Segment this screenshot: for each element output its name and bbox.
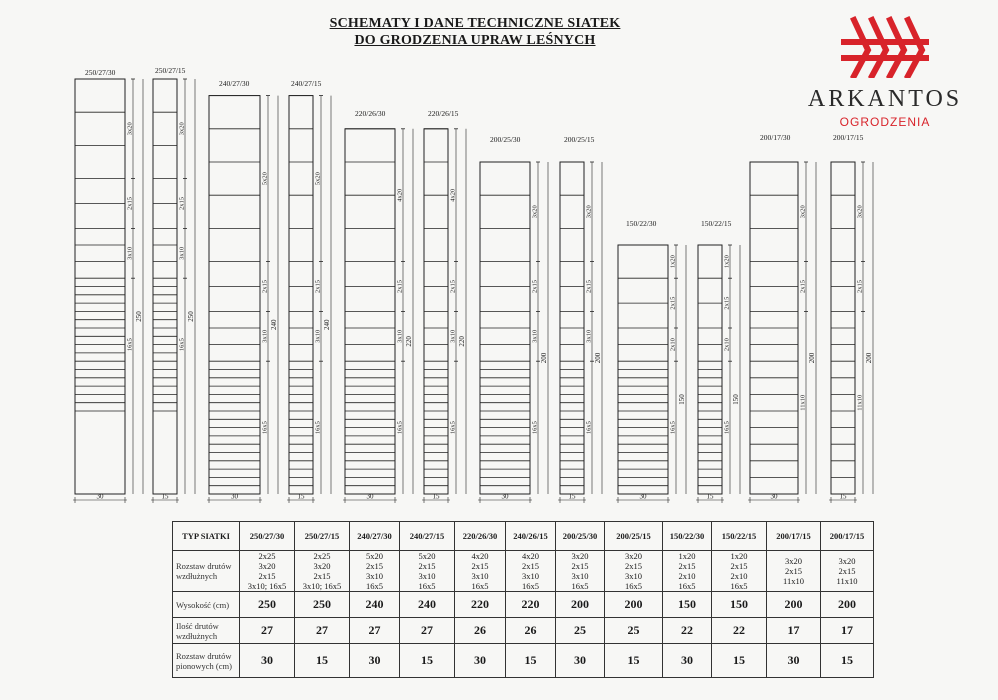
spacing-line: 1x20: [730, 551, 748, 561]
segment-label: 3x10: [396, 329, 404, 343]
diagram-label: 220/26/15: [428, 109, 459, 118]
width-label: 30: [501, 492, 509, 501]
segment-label: 1x20: [723, 255, 731, 269]
spacing-line: 2x25: [258, 551, 276, 561]
spacing-cell: [605, 551, 663, 592]
height-label: 150: [732, 394, 740, 405]
spacing-line: 2x10: [730, 571, 748, 581]
type-col-6: 200/25/30: [556, 522, 605, 551]
segment-label: 2x15: [449, 280, 457, 293]
segment-label: 16x5: [261, 421, 269, 435]
height-label: 200: [540, 352, 548, 364]
width-label: 30: [231, 492, 238, 501]
diagram-label: 150/22/15: [701, 219, 732, 228]
segment-label: 3x10: [449, 329, 457, 343]
height-label: 240: [323, 319, 331, 331]
segment-label: 16x5: [126, 338, 134, 352]
width-label: 15: [161, 492, 169, 501]
vertical-cell: 15: [712, 644, 767, 678]
segment-label: 2x15: [126, 197, 134, 210]
count-cell: 27: [350, 618, 400, 644]
type-col-10: 200/17/15: [767, 522, 821, 551]
spacing-cell: [240, 551, 295, 592]
spacing-cell: [712, 551, 767, 592]
width-label: 30: [366, 492, 374, 501]
brand-name: ARKANTOS: [807, 86, 963, 112]
spacing-line: 16x5: [471, 581, 489, 591]
diagram-label: 200/17/15: [833, 133, 864, 142]
type-col-7: 200/25/15: [605, 522, 663, 551]
diagram-label: 200/25/30: [490, 135, 521, 144]
spacing-line: 4x20: [522, 551, 539, 561]
spacing-line: 5x20: [418, 551, 436, 561]
segment-label: 1x20: [669, 255, 677, 269]
width-label: 30: [639, 492, 647, 501]
count-cell: 22: [663, 618, 712, 644]
vertical-cell: 30: [455, 644, 506, 678]
width-label: 15: [432, 492, 440, 501]
spacing-line: 3x10: [366, 571, 383, 581]
spacing-line: 2x25: [313, 551, 331, 561]
segment-label: 2x10: [669, 338, 677, 352]
segment-label: 2x15: [723, 296, 731, 310]
spacing-line: 3x10; 16x5: [302, 581, 342, 591]
height-cell: 220: [455, 592, 506, 618]
spacing-line: 2x15: [418, 561, 436, 571]
height-label: 220: [458, 336, 466, 347]
spacing-line: 3x20: [313, 561, 331, 571]
segment-label: 16x5: [396, 421, 404, 435]
row-label-count: Ilość drutów wzdłużnych: [173, 618, 240, 644]
spacing-cell: [821, 551, 874, 592]
spacing-cell: [400, 551, 455, 592]
vertical-cell: 30: [240, 644, 295, 678]
height-cell: 240: [400, 592, 455, 618]
segment-label: 3x10: [178, 246, 186, 260]
spacing-line: 16x5: [418, 581, 436, 591]
segment-label: 11x10: [856, 394, 864, 411]
segment-label: 2x15: [261, 280, 269, 293]
spacing-line: 16x5: [678, 581, 696, 591]
spacing-line: 1x20: [678, 551, 696, 561]
count-cell: 17: [821, 618, 874, 644]
height-cell: 250: [295, 592, 350, 618]
spacing-cell: [556, 551, 605, 592]
spacing-line: 2x15: [313, 571, 331, 581]
type-col-11: 200/17/15: [821, 522, 874, 551]
spacing-line: 3x20: [785, 556, 802, 566]
height-label: 200: [594, 352, 602, 364]
height-label: 150: [678, 394, 686, 405]
segment-label: 16x5: [585, 421, 593, 435]
segment-label: 2x15: [799, 280, 807, 293]
type-col-4: 220/26/30: [455, 522, 506, 551]
segment-label: 16x5: [314, 421, 322, 435]
spacing-line: 2x15: [366, 561, 383, 571]
count-cell: 25: [605, 618, 663, 644]
fence-frame: [209, 96, 260, 494]
segment-label: 11x10: [799, 394, 807, 411]
diagram-label: 250/27/30: [85, 68, 116, 77]
segment-label: 16x5: [178, 338, 186, 352]
spacing-line: 2x15: [258, 571, 276, 581]
segment-label: 2x15: [178, 197, 186, 210]
spacing-line: 3x10: [571, 571, 589, 581]
height-cell: 200: [605, 592, 663, 618]
count-cell: 27: [400, 618, 455, 644]
type-col-0: 250/27/30: [240, 522, 295, 551]
width-label: 15: [297, 492, 305, 501]
type-col-8: 150/22/30: [663, 522, 712, 551]
type-col-9: 150/22/15: [712, 522, 767, 551]
vertical-cell: 15: [400, 644, 455, 678]
spacing-line: 2x15: [785, 566, 802, 576]
spec-table: [172, 521, 874, 678]
height-label: 250: [187, 311, 195, 322]
height-label: 200: [865, 352, 873, 364]
spacing-line: 2x10: [678, 571, 696, 581]
spacing-line: 5x20: [366, 551, 383, 561]
spacing-line: 3x10: [625, 571, 642, 581]
spacing-line: 3x10: [418, 571, 436, 581]
segment-label: 3x10: [126, 246, 134, 260]
segment-label: 2x15: [585, 280, 593, 293]
vertical-cell: 30: [767, 644, 821, 678]
spacing-line: 2x15: [625, 561, 642, 571]
count-cell: 26: [506, 618, 556, 644]
row-label-vertical: Rozstaw drutów pionowych (cm): [173, 644, 240, 678]
spacing-line: 16x5: [522, 581, 539, 591]
spacing-line: 3x20: [838, 556, 856, 566]
document-title-line2: DO GRODZENIA UPRAW LEŚNYCH: [354, 33, 596, 48]
row-label-spacing: Rozstaw drutów wzdłużnych: [173, 551, 240, 592]
vertical-cell: 15: [506, 644, 556, 678]
fence-frame: [289, 96, 313, 494]
count-cell: 27: [240, 618, 295, 644]
count-cell: 25: [556, 618, 605, 644]
segment-label: 2x15: [396, 280, 404, 293]
spacing-line: 2x15: [522, 561, 539, 571]
type-col-5: 240/26/15: [506, 522, 556, 551]
document-title-line1: SCHEMATY I DANE TECHNICZNE SIATEK: [329, 16, 621, 31]
brand-subtitle: OGRODZENIA: [839, 115, 931, 129]
segment-label: 3x10: [585, 329, 593, 343]
segment-label: 3x20: [531, 205, 539, 219]
spacing-cell: [767, 551, 821, 592]
segment-label: 3x10: [261, 329, 269, 343]
height-cell: 150: [663, 592, 712, 618]
segment-label: 16x5: [449, 421, 457, 435]
spacing-line: 2x15: [571, 561, 589, 571]
spacing-cell: [350, 551, 400, 592]
segment-label: 16x5: [531, 421, 539, 435]
segment-label: 3x20: [799, 205, 807, 219]
segment-label: 3x20: [126, 122, 134, 136]
count-cell: 26: [455, 618, 506, 644]
row-label-height: Wysokość (cm): [173, 592, 240, 618]
spacing-line: 3x10: [471, 571, 489, 581]
vertical-cell: 30: [556, 644, 605, 678]
height-cell: 250: [240, 592, 295, 618]
diagram-label: 150/22/30: [626, 219, 657, 228]
height-cell: 200: [767, 592, 821, 618]
width-label: 30: [770, 492, 778, 501]
spacing-line: 2x15: [471, 561, 489, 571]
spacing-line: 2x15: [730, 561, 748, 571]
spacing-cell: [295, 551, 350, 592]
segment-label: 2x15: [314, 280, 322, 293]
segment-label: 16x5: [723, 421, 731, 435]
spacing-line: 3x10: [522, 571, 539, 581]
height-cell: 200: [821, 592, 874, 618]
height-label: 250: [135, 311, 143, 322]
diagram-label: 200/17/30: [760, 133, 791, 142]
segment-label: 3x10: [531, 329, 539, 343]
spacing-line: 3x20: [625, 551, 642, 561]
height-label: 200: [808, 352, 816, 364]
spacing-line: 11x10: [783, 576, 804, 586]
height-cell: 220: [506, 592, 556, 618]
diagram-label: 240/27/30: [219, 79, 250, 88]
vertical-cell: 15: [605, 644, 663, 678]
segment-label: 4x20: [396, 188, 404, 202]
segment-label: 2x15: [531, 280, 539, 293]
count-cell: 17: [767, 618, 821, 644]
vertical-cell: 15: [821, 644, 874, 678]
height-label: 240: [270, 319, 278, 331]
spacing-line: 16x5: [366, 581, 383, 591]
spacing-line: 3x20: [571, 551, 589, 561]
segment-label: 5x20: [314, 172, 322, 186]
width-label: 30: [96, 492, 104, 501]
segment-label: 4x20: [449, 188, 457, 202]
segment-label: 16x5: [669, 421, 677, 435]
spacing-line: 16x5: [625, 581, 642, 591]
spacing-line: 3x20: [258, 561, 276, 571]
spacing-line: 3x10; 16x5: [247, 581, 287, 591]
spacing-line: 16x5: [571, 581, 589, 591]
count-cell: 22: [712, 618, 767, 644]
height-cell: 240: [350, 592, 400, 618]
spacing-cell: [663, 551, 712, 592]
width-label: 15: [568, 492, 576, 501]
type-col-1: 250/27/15: [295, 522, 350, 551]
height-cell: 200: [556, 592, 605, 618]
vertical-cell: 15: [295, 644, 350, 678]
width-label: 15: [706, 492, 714, 501]
segment-label: 3x10: [314, 329, 322, 343]
segment-label: 2x10: [723, 338, 731, 352]
segment-label: 3x20: [585, 205, 593, 219]
spacing-line: 4x20: [471, 551, 489, 561]
width-label: 15: [839, 492, 847, 501]
segment-label: 3x20: [856, 205, 864, 219]
diagram-label: 250/27/15: [155, 66, 186, 75]
diagram-label: 200/25/15: [564, 135, 595, 144]
vertical-cell: 30: [663, 644, 712, 678]
height-cell: 150: [712, 592, 767, 618]
segment-label: 5x20: [261, 172, 269, 186]
height-label: 220: [405, 336, 413, 347]
spacing-line: 11x10: [836, 576, 858, 586]
diagram-label: 240/27/15: [291, 79, 322, 88]
count-cell: 27: [295, 618, 350, 644]
diagram-label: 220/26/30: [355, 109, 386, 118]
spacing-line: 2x15: [678, 561, 696, 571]
vertical-cell: 30: [350, 644, 400, 678]
type-header: TYP SIATKI: [173, 522, 240, 551]
segment-label: 2x15: [856, 280, 864, 293]
type-col-3: 240/27/15: [400, 522, 455, 551]
segment-label: 3x20: [178, 122, 186, 136]
spacing-cell: [455, 551, 506, 592]
spacing-line: 16x5: [730, 581, 748, 591]
spacing-cell: [506, 551, 556, 592]
segment-label: 2x15: [669, 296, 677, 310]
spacing-line: 2x15: [838, 566, 856, 576]
type-col-2: 240/27/30: [350, 522, 400, 551]
